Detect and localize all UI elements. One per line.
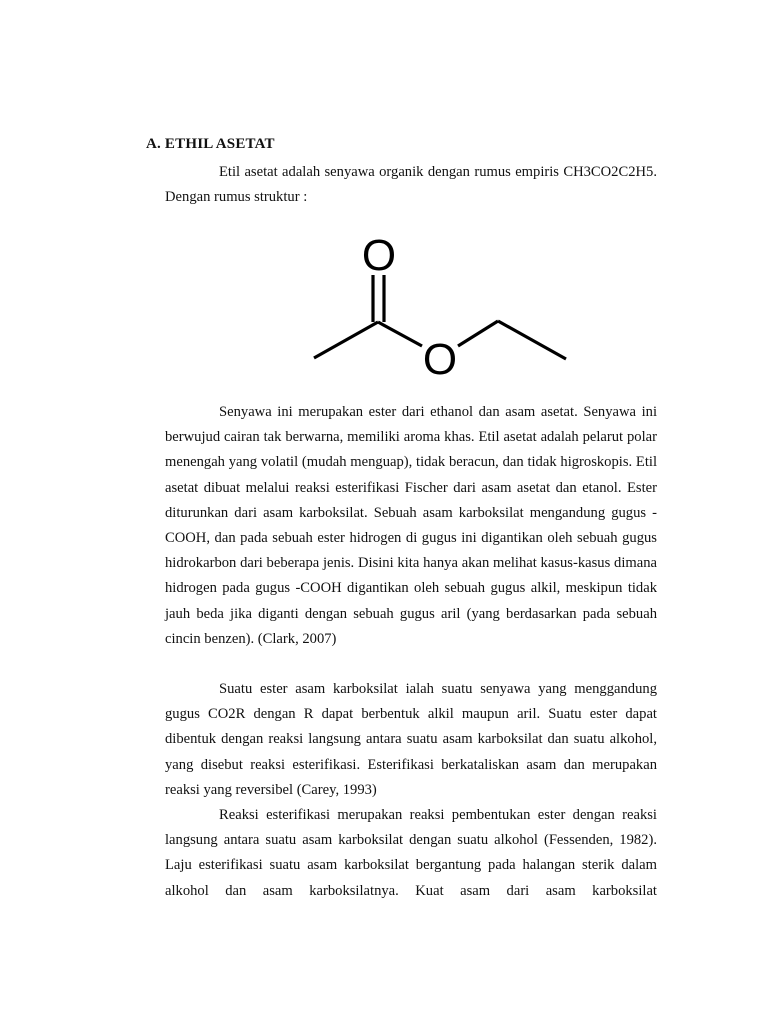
body-paragraph-2 [165,677,657,803]
body-paragraph-1 [165,400,657,652]
bond-methyl-carbonyl [314,322,378,358]
bond-carbonyl-ester-oxygen [378,322,422,346]
ethyl-acetate-structure-diagram [300,228,580,388]
oxygen-ester-label: O [422,335,458,384]
intro-text: Etil asetat adalah senyawa organik dengan rumus empiris CH3CO2C2H5. Dengan rumus struktur : [165,164,657,206]
section-heading: A. ETHIL ASETAT [146,136,275,152]
bond-methylene-methyl [498,321,566,359]
oxygen-top-label: O [361,231,397,280]
body-paragraph-3 [165,803,657,904]
body-paragraph-3-text: Reaksi esterifikasi merupakan reaksi pembentukan ester dengan reaksi langsung antara suatu asam karboksilat dengan suatu alkohol (Fessenden, 1982). Laju esterifikasi suatu asam karboksilat bergantung pada halangan sterik dalam alkohol dan asam karboksilatnya. Kuat asam dari asam karboksilat [165,807,657,899]
intro-paragraph [165,160,657,210]
body-paragraph-1-text: Senyawa ini merupakan ester dari ethanol dan asam asetat. Senyawa ini berwujud cairan tak berwarna, memiliki aroma khas. Etil asetat adalah pelarut polar menengah yang volatil (mudah menguap), tidak beracun, dan tidak higroskopis. Etil asetat dibuat melalui reaksi esterifikasi Fischer dari asam asetat dan etanol. Ester diturunkan dari asam karboksilat. Sebuah asam karboksilat mengandung gugus -COOH, dan pada sebuah ester hidrogen di gugus ini digantikan oleh sebuah gugus hidrokarbon dari beberapa jenis. Disini kita hanya akan melihat kasus-kasus dimana hidrogen pada gugus -COOH digantikan oleh sebuah gugus alkil, meskipun tidak jauh beda jika diganti dengan sebuah gugus aril (yang berdasarkan pada sebuah cincin benzen). (Clark, 2007) [165,404,657,647]
body-paragraph-2-text: Suatu ester asam karboksilat ialah suatu senyawa yang menggandung gugus CO2R dengan R dapat berbentuk alkil maupun aril. Suatu ester dapat dibentuk dengan reaksi langsung antara suatu asam karboksilat dan suatu alkohol, yang disebut reaksi esterifikasi. Esterifikasi berkataliskan asam dan merupakan reaksi yang reversibel (Carey, 1993) [165,681,657,798]
bond-oxygen-methylene [458,321,498,346]
